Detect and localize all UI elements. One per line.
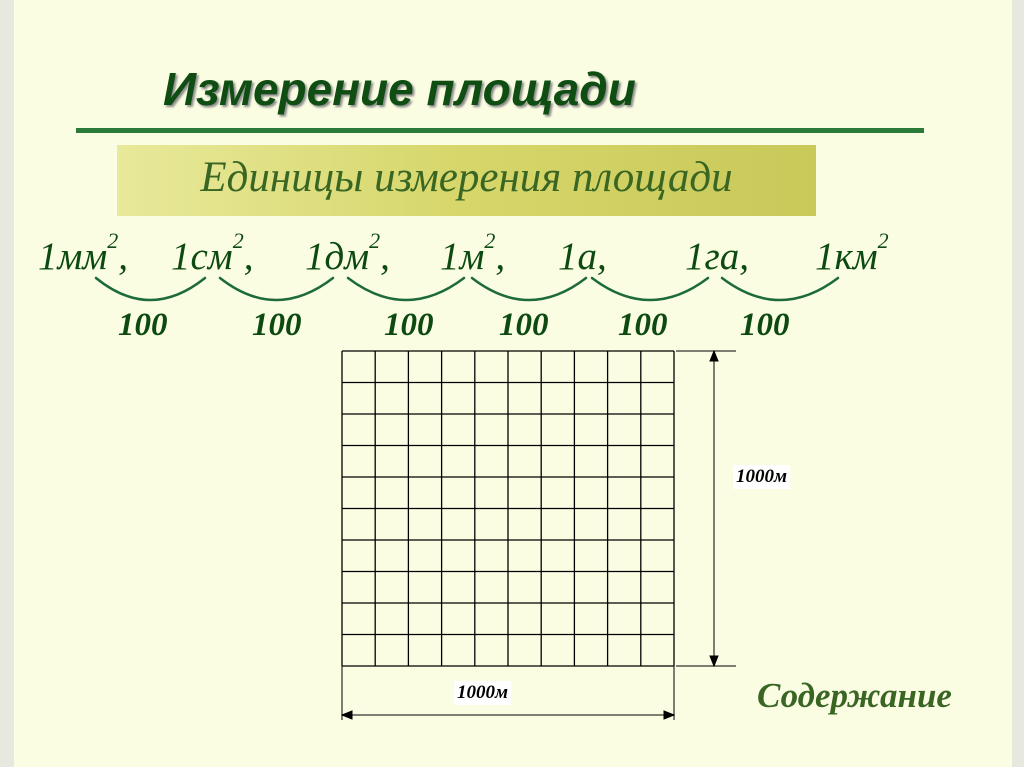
arc-2 [220, 278, 333, 300]
factor-6: 100 [740, 307, 790, 343]
contents-link[interactable]: Содержание [757, 676, 952, 715]
square-km-diagram [341, 350, 741, 730]
factor-1: 100 [118, 307, 168, 343]
unit-hectare: 1га, [685, 235, 749, 278]
unit-dm2: $1дм^2$, [305, 228, 390, 278]
arc-1 [96, 278, 205, 300]
dimension-lines [342, 351, 736, 720]
unit-mm2: $1мм^2$, [38, 228, 129, 278]
unit-are: 1а, [558, 235, 607, 278]
height-label: 1000м [733, 465, 790, 489]
factor-2: 100 [252, 307, 302, 343]
arc-5 [592, 278, 708, 300]
grid-lines [342, 351, 674, 666]
slide-title: Измерение площади [163, 63, 636, 115]
unit-m2: $1м^2$, [440, 228, 506, 278]
unit-km2: $1км^2$ [815, 228, 889, 278]
arc-4 [472, 278, 586, 300]
arc-3 [348, 278, 464, 300]
arc-6 [722, 278, 838, 300]
factor-3: 100 [384, 307, 434, 343]
factor-5: 100 [618, 307, 668, 343]
unit-cm2: $1см^2$, [171, 228, 254, 278]
factor-4: 100 [499, 307, 549, 343]
width-label: 1000м [454, 681, 511, 705]
subtitle: Единицы измерения площади [200, 154, 733, 201]
